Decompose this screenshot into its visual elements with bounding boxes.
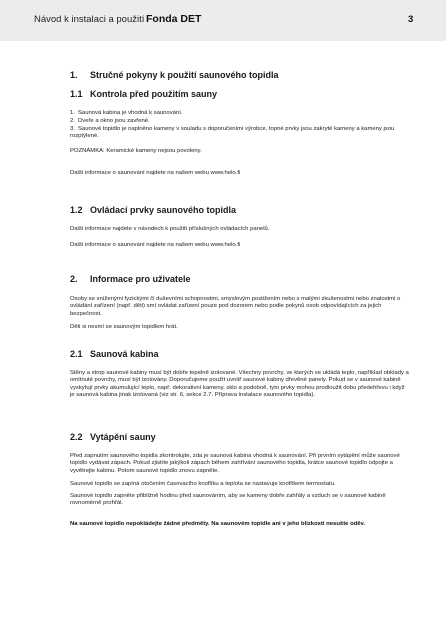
section-heading-2: 2. Informace pro uživatele — [70, 274, 191, 284]
list-item: 2. Dveře a okno jsou zavřené. — [70, 118, 150, 124]
paragraph: Další informace o saunování najdete na našem webu www.helo.fi — [70, 242, 241, 248]
paragraph: Saunové topidlo zapněte přibližně hodinu před saunováním, aby se kameny dobře zahřály a vzduch se v saunové kabině rovnoměrně prohřál. — [70, 493, 386, 507]
paragraph: Stěny a strop saunové kabiny musí být dobře tepelně izolované. Všechny povrchy, ve kterých se ukládá teplo, například obklady a omítnuté povrchy, musí být izolovány. Doporučujeme použít uvnitř saunové kabiny dřevěné panely. Pokud se v saunové kabině vyskytují prvky akumulující teplo, např. dekorativní kameny, sklo a podobně, tyto prvky mohou prodloužit dobu předehřevu i když je saunová kabina jinak izolovaná (viz str. 6, sekce 2.7. Příprava instalace saunového topidla). — [70, 370, 409, 399]
section-heading-1-2: 1.2 Ovládací prvky saunového topidla — [70, 205, 237, 215]
page-number: 3 — [408, 14, 414, 25]
list-item: 1. Saunová kabina je vhodná k saunování. — [70, 110, 183, 116]
section-heading-2-2: 2.2 Vytápění sauny — [70, 432, 156, 442]
section-heading-1: 1. Stručné pokyny k použití saunového topidla — [70, 70, 279, 80]
paragraph: Saunové topidlo se zapíná otočením časovacího knoflíku a teplota se nastavuje knoflíkem termostatu. — [70, 481, 336, 487]
section-heading-1-1: 1.1 Kontrola před použitím sauny — [70, 89, 218, 99]
list-item: 3. Saunové topidlo je naplněno kameny v souladu s doporučeními výrobce, topné prvky jsou zakryté kameny a kameny jsou rozptýlené. — [70, 126, 395, 140]
product-name: Fonda DET — [146, 13, 202, 25]
paragraph: Další informace najdete v návodech k použití příslušných ovládacích panelů. — [70, 226, 270, 232]
note-text: POZNÁMKA: Keramické kameny nejsou povoleny. — [70, 148, 202, 154]
page-header — [0, 0, 446, 41]
warning-text: Na saunové topidlo nepokládejte žádné předměty. Na saunovém topidle ani v jeho blízkosti nesušte oděv. — [70, 521, 366, 527]
manual-title: Návod k instalaci a použití — [34, 14, 145, 25]
paragraph: Před zapnutím saunového topidla zkontrolujte, zda je saunová kabina vhodná k saunování. Při prvním vytápění může saunové topidlo vydávat zápach. Pokud zjistíte jakýkoli zápach během zahřívání saunového topidla, krátce saunové topidlo odpojte a vyvětrejte kabinu. Potom saunové topidlo znovu zapněte. — [70, 453, 400, 474]
paragraph: Osoby se sníženými fyzickými či duševními schopnostmi, smyslovým postižením nebo s malými zkušenostmi nebo znalostmi o ovládání zařízení (např. děti) smí ovládat zařízení pouze pod dozorem nebo podle pokynů osob odpovídajících za jejich bezpečnost. — [70, 296, 401, 317]
section-heading-2-1: 2.1 Saunová kabina — [70, 349, 159, 359]
paragraph: Děti si nesmí se saunovým topidlem hrát. — [70, 324, 178, 330]
info-text: Další informace o saunování najdete na našem webu www.helo.fi — [70, 170, 241, 176]
